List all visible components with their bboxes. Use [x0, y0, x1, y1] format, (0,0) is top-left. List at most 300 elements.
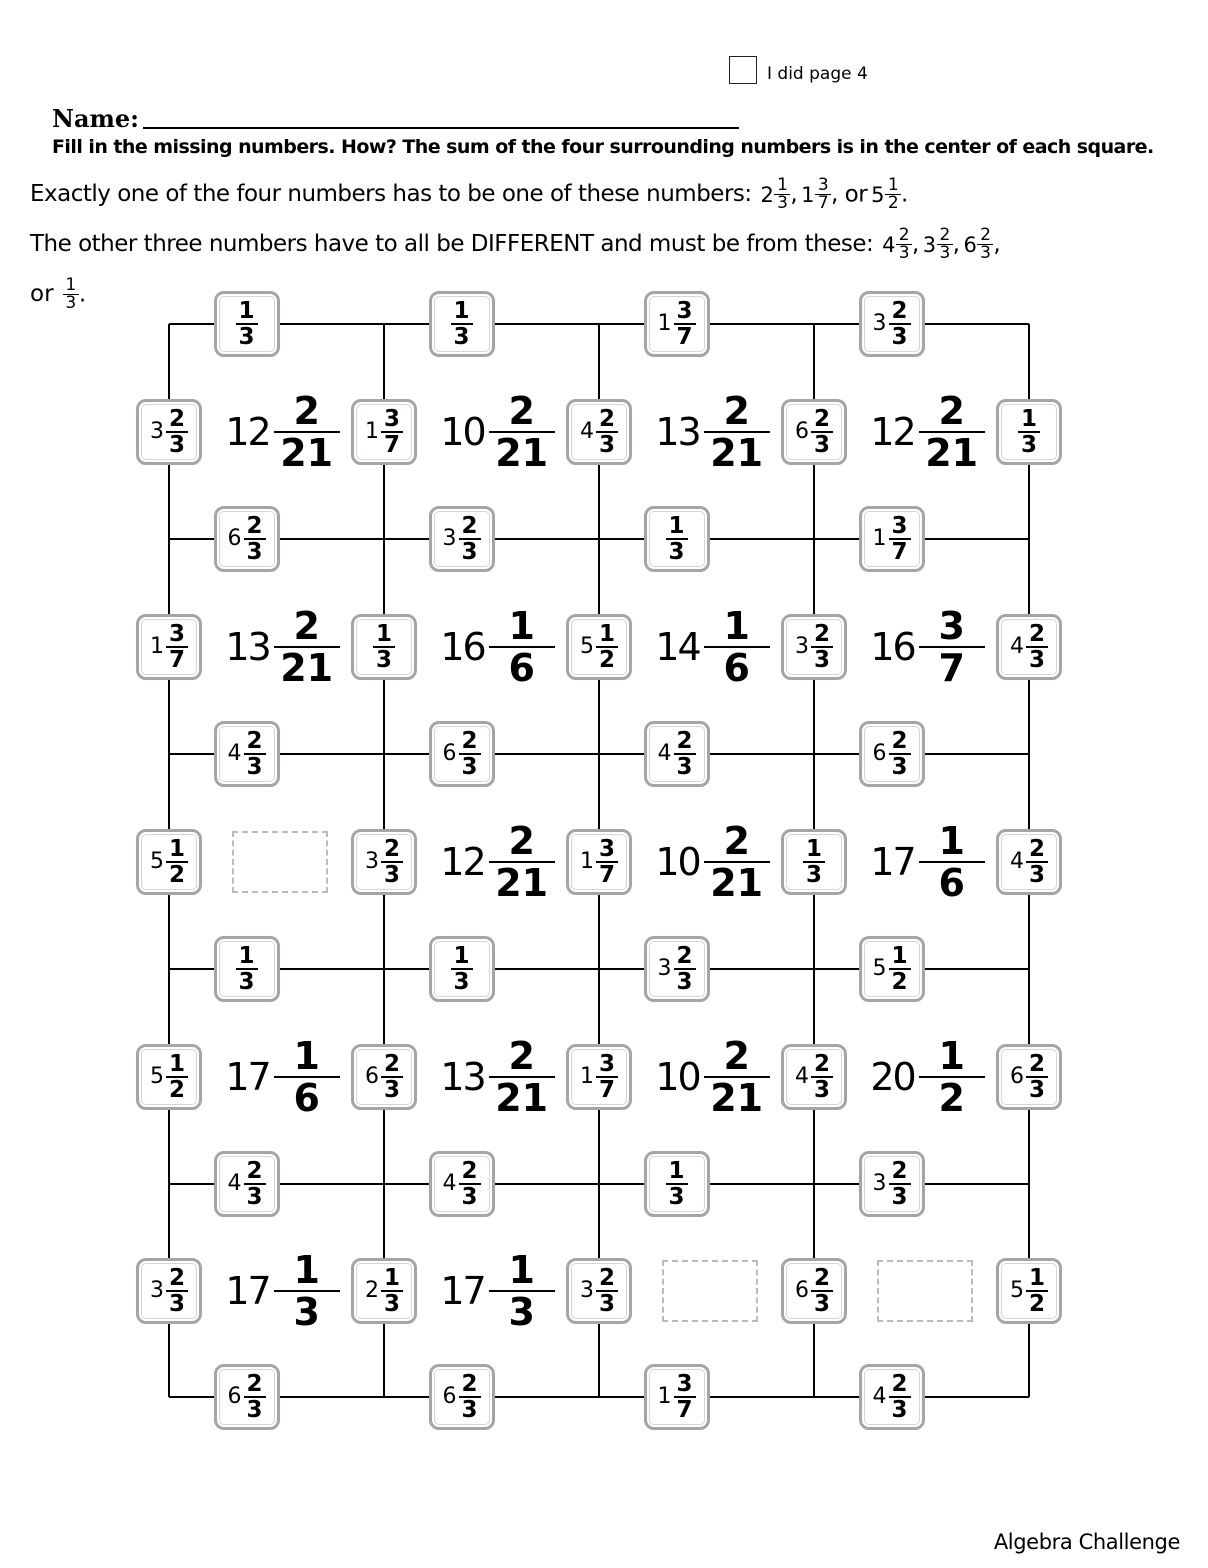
- center-sum-whole: 17: [440, 1268, 485, 1313]
- center-sum-value: [648, 817, 778, 907]
- option-fraction: [885, 177, 901, 212]
- center-sum-value: [648, 1032, 778, 1122]
- center-sum-fraction: [274, 1033, 340, 1120]
- edge-denominator: 3: [668, 1184, 685, 1210]
- option-whole: 6: [963, 232, 977, 257]
- edge-fraction: [811, 407, 833, 457]
- option-numerator: 1: [65, 275, 77, 295]
- edge-denominator: 3: [813, 431, 830, 458]
- edge-value: [451, 944, 473, 994]
- edge-value: [236, 299, 258, 349]
- center-sum-value: [863, 817, 993, 907]
- edge-denominator: 7: [676, 324, 693, 350]
- edge-whole: 4: [1010, 633, 1024, 659]
- center-sum-value: [433, 1032, 563, 1122]
- center-sum-denominator: 6: [508, 645, 535, 690]
- edge-whole: 5: [872, 956, 887, 981]
- edge-value: [873, 1372, 911, 1422]
- edge-denominator: 7: [598, 861, 615, 888]
- edge-denominator: 3: [461, 539, 478, 565]
- center-sum-whole: 12: [870, 409, 915, 454]
- center-sum-denominator: 2: [938, 1075, 965, 1120]
- edge-number-box: [136, 1044, 202, 1110]
- edge-number-box: [136, 829, 202, 895]
- edge-fraction: [889, 299, 911, 349]
- edge-number-box: [859, 291, 925, 357]
- edge-value: [365, 1052, 403, 1102]
- edge-denominator: 2: [598, 646, 615, 673]
- center-sum-value: [648, 602, 778, 692]
- footer-title: Algebra Challenge: [993, 1530, 1180, 1554]
- edge-value: [236, 944, 258, 994]
- edge-numerator: 2: [891, 1371, 908, 1397]
- edge-number-box: [996, 829, 1062, 895]
- center-sum-numerator: 1: [938, 818, 965, 863]
- missing-sum-input[interactable]: [877, 1260, 973, 1322]
- edge-whole: 3: [150, 1277, 164, 1303]
- edge-fraction: [596, 407, 618, 457]
- edge-number-box: [214, 1151, 280, 1217]
- edge-value: [373, 622, 395, 672]
- edge-value: [150, 1052, 188, 1102]
- edge-whole: 1: [580, 1063, 594, 1089]
- rule-line-2: [30, 227, 1002, 262]
- option-fraction: [815, 177, 831, 212]
- edge-denominator: 3: [676, 969, 693, 995]
- edge-number-box: [136, 399, 202, 465]
- edge-whole: 1: [657, 1384, 672, 1409]
- edge-number-box: [781, 399, 847, 465]
- edge-denominator: 3: [375, 646, 392, 673]
- center-sum-whole: 13: [655, 409, 700, 454]
- edge-denominator: 3: [246, 539, 263, 565]
- center-sum-denominator: 6: [723, 645, 750, 690]
- edge-fraction: [451, 944, 473, 994]
- edge-whole: 3: [365, 848, 379, 874]
- edge-number-box: [859, 1364, 925, 1430]
- edge-numerator: 3: [383, 405, 400, 432]
- edge-fraction: [1026, 1266, 1048, 1316]
- center-sum-value: [433, 817, 563, 907]
- rule-line-1-option: [760, 177, 797, 212]
- edge-value: [795, 1052, 833, 1102]
- edge-denominator: 3: [453, 324, 470, 350]
- edge-number-box: [859, 721, 925, 787]
- center-sum-denominator: 21: [925, 430, 979, 475]
- edge-number-box: [566, 399, 632, 465]
- edge-numerator: 2: [598, 1264, 615, 1291]
- option-numerator: 2: [939, 225, 950, 245]
- edge-value: [1010, 1266, 1048, 1316]
- center-sum-numerator: 3: [938, 603, 965, 648]
- edge-whole: 4: [1010, 848, 1024, 874]
- center-sum-value: [648, 387, 778, 477]
- center-sum-fraction: [919, 388, 985, 475]
- edge-value: [580, 1266, 618, 1316]
- edge-value: [1010, 837, 1048, 887]
- edge-fraction: [381, 837, 403, 887]
- edge-numerator: 3: [676, 1371, 693, 1397]
- edge-fraction: [166, 407, 188, 457]
- center-sum-fraction: [274, 388, 340, 475]
- edge-fraction: [381, 1052, 403, 1102]
- edge-value: [658, 729, 696, 779]
- edge-value: [658, 1372, 696, 1422]
- edge-fraction: [1018, 407, 1040, 457]
- rule-line-2-option: [923, 227, 960, 262]
- edge-whole: 4: [657, 741, 672, 766]
- edge-whole: 4: [227, 741, 242, 766]
- center-sum-fraction: [489, 1033, 555, 1120]
- edge-value: [1010, 622, 1048, 672]
- edge-denominator: 3: [246, 1184, 263, 1210]
- edge-number-box: [644, 1364, 710, 1430]
- center-sum-whole: 17: [225, 1054, 270, 1099]
- edge-number-box: [859, 1151, 925, 1217]
- center-sum-whole: 12: [440, 839, 485, 884]
- center-sum-fraction: [704, 388, 770, 475]
- edge-value: [658, 299, 696, 349]
- edge-number-box: [566, 614, 632, 680]
- edge-whole: 1: [657, 311, 672, 336]
- rule-line-3-options: [61, 275, 88, 313]
- edge-numerator: 2: [383, 1050, 400, 1077]
- edge-numerator: 1: [668, 513, 685, 539]
- edge-denominator: 3: [598, 431, 615, 458]
- edge-denominator: 3: [461, 754, 478, 780]
- edge-fraction: [596, 837, 618, 887]
- option-whole: 2: [760, 182, 774, 207]
- edge-number-box: [214, 936, 280, 1002]
- center-sum-numerator: 2: [508, 388, 535, 433]
- edge-denominator: 3: [668, 539, 685, 565]
- center-sum-denominator: 21: [710, 860, 764, 905]
- edge-fraction: [811, 1266, 833, 1316]
- edge-value: [150, 1266, 188, 1316]
- edge-numerator: 2: [891, 298, 908, 324]
- edge-fraction: [244, 1372, 266, 1422]
- edge-number-box: [429, 506, 495, 572]
- edge-denominator: 7: [676, 1397, 693, 1423]
- edge-numerator: 1: [383, 1264, 400, 1291]
- edge-value: [150, 837, 188, 887]
- edge-numerator: 1: [238, 943, 255, 969]
- edge-number-box: [351, 614, 417, 680]
- edge-denominator: 3: [676, 754, 693, 780]
- edge-number-box: [996, 1044, 1062, 1110]
- edge-number-box: [214, 1364, 280, 1430]
- edge-numerator: 2: [1028, 620, 1045, 647]
- checkbox-label: I did page 4: [767, 64, 868, 84]
- edge-value: [228, 514, 266, 564]
- center-sum-denominator: 21: [710, 430, 764, 475]
- center-sum-value: [218, 1032, 348, 1122]
- edge-denominator: 3: [383, 1290, 400, 1317]
- center-sum-whole: 16: [440, 624, 485, 669]
- center-sum-whole: 13: [440, 1054, 485, 1099]
- edge-value: [1010, 1052, 1048, 1102]
- option-numerator: 3: [817, 175, 829, 195]
- edge-numerator: 2: [1028, 835, 1045, 862]
- edge-whole: 6: [227, 526, 242, 551]
- edge-number-box: [996, 614, 1062, 680]
- edge-whole: 6: [227, 1384, 242, 1409]
- edge-whole: 1: [872, 526, 887, 551]
- edge-numerator: 3: [676, 298, 693, 324]
- edge-fraction: [166, 1052, 188, 1102]
- rule-line-3: [30, 277, 88, 312]
- edge-fraction: [596, 1052, 618, 1102]
- center-sum-fraction: [919, 818, 985, 905]
- edge-number-box: [136, 1258, 202, 1324]
- edge-number-box: [351, 399, 417, 465]
- edge-denominator: 3: [813, 1290, 830, 1317]
- edge-denominator: 3: [891, 754, 908, 780]
- rule-line-1-option: [801, 177, 867, 212]
- center-sum-value: [433, 602, 563, 692]
- center-sum-numerator: 2: [293, 603, 320, 648]
- edge-whole: 4: [795, 1063, 809, 1089]
- edge-fraction: [596, 1266, 618, 1316]
- edge-numerator: 3: [891, 513, 908, 539]
- edge-fraction: [459, 729, 481, 779]
- edge-number-box: [859, 936, 925, 1002]
- edge-denominator: 3: [891, 1184, 908, 1210]
- edge-fraction: [803, 837, 825, 887]
- edge-number-box: [429, 1151, 495, 1217]
- center-sum-whole: 16: [870, 624, 915, 669]
- edge-number-box: [351, 829, 417, 895]
- option-whole: 1: [801, 182, 815, 207]
- edge-numerator: 2: [461, 1371, 478, 1397]
- option-denominator: 3: [898, 243, 910, 263]
- option-separator: ,: [952, 231, 960, 258]
- edge-whole: 5: [150, 1063, 164, 1089]
- edge-fraction: [889, 944, 911, 994]
- option-numerator: 2: [898, 225, 910, 245]
- edge-whole: 4: [872, 1384, 887, 1409]
- edge-fraction: [674, 944, 696, 994]
- edge-value: [443, 729, 481, 779]
- edge-fraction: [244, 729, 266, 779]
- edge-denominator: 3: [246, 754, 263, 780]
- center-sum-value: [218, 1246, 348, 1336]
- edge-numerator: 3: [168, 620, 185, 647]
- edge-denominator: 7: [598, 1076, 615, 1103]
- edge-number-box: [781, 1258, 847, 1324]
- option-fraction: [977, 227, 993, 262]
- edge-value: [228, 1372, 266, 1422]
- completion-checkbox[interactable]: [729, 56, 757, 84]
- edge-fraction: [596, 622, 618, 672]
- edge-numerator: 2: [891, 1158, 908, 1184]
- edge-fraction: [459, 1159, 481, 1209]
- center-sum-numerator: 2: [938, 388, 965, 433]
- edge-numerator: 2: [891, 728, 908, 754]
- edge-value: [873, 944, 911, 994]
- edge-value: [873, 729, 911, 779]
- edge-fraction: [166, 837, 188, 887]
- edge-denominator: 3: [813, 646, 830, 673]
- edge-number-box: [429, 721, 495, 787]
- edge-numerator: 2: [813, 405, 830, 432]
- edge-number-box: [996, 399, 1062, 465]
- edge-fraction: [1026, 837, 1048, 887]
- center-sum-numerator: 1: [293, 1033, 320, 1078]
- edge-fraction: [674, 729, 696, 779]
- edge-whole: 5: [1010, 1277, 1024, 1303]
- edge-value: [365, 837, 403, 887]
- edge-value: [365, 1266, 403, 1316]
- edge-denominator: 2: [891, 969, 908, 995]
- edge-whole: 3: [150, 418, 164, 444]
- option-numerator: 1: [777, 175, 788, 195]
- edge-number-box: [429, 936, 495, 1002]
- center-sum-fraction: [704, 603, 770, 690]
- edge-numerator: 1: [891, 943, 908, 969]
- edge-number-box: [214, 506, 280, 572]
- center-sum-value: [433, 1246, 563, 1336]
- center-sum-value: [218, 387, 348, 477]
- edge-denominator: 3: [598, 1290, 615, 1317]
- edge-whole: 6: [795, 1277, 809, 1303]
- edge-whole: 3: [442, 526, 457, 551]
- edge-numerator: 2: [461, 513, 478, 539]
- center-sum-fraction: [919, 1033, 985, 1120]
- center-sum-denominator: 7: [938, 645, 965, 690]
- center-sum-denominator: 21: [495, 860, 549, 905]
- edge-fraction: [666, 1159, 688, 1209]
- center-sum-denominator: 21: [710, 1075, 764, 1120]
- rule-line-2-option: [882, 227, 919, 262]
- edge-numerator: 2: [461, 1158, 478, 1184]
- edge-fraction: [166, 1266, 188, 1316]
- center-sum-numerator: 1: [938, 1033, 965, 1078]
- edge-value: [666, 1159, 688, 1209]
- center-sum-denominator: 21: [280, 645, 334, 690]
- edge-number-box: [136, 614, 202, 680]
- center-sum-fraction: [704, 1033, 770, 1120]
- edge-denominator: 3: [1020, 431, 1037, 458]
- center-sum-numerator: 2: [723, 1033, 750, 1078]
- edge-value: [443, 1372, 481, 1422]
- edge-numerator: 2: [168, 405, 185, 432]
- edge-value: [443, 514, 481, 564]
- edge-number-box: [644, 1151, 710, 1217]
- edge-number-box: [566, 829, 632, 895]
- name-field[interactable]: [143, 127, 739, 129]
- edge-whole: 5: [580, 633, 594, 659]
- rule-line-1-options: [758, 175, 909, 213]
- edge-numerator: 2: [813, 1264, 830, 1291]
- edge-number-box: [351, 1258, 417, 1324]
- edge-value: [795, 407, 833, 457]
- edge-numerator: 1: [453, 298, 470, 324]
- edge-whole: 4: [442, 1171, 457, 1196]
- edge-number-box: [781, 614, 847, 680]
- edge-whole: 3: [795, 633, 809, 659]
- missing-sum-input[interactable]: [232, 831, 328, 893]
- edge-whole: 3: [872, 1171, 887, 1196]
- option-separator: .: [78, 281, 87, 308]
- center-sum-numerator: 2: [723, 818, 750, 863]
- center-sum-whole: 17: [225, 1268, 270, 1313]
- edge-fraction: [244, 1159, 266, 1209]
- edge-whole: 3: [872, 311, 887, 336]
- edge-number-box: [351, 1044, 417, 1110]
- edge-whole: 5: [150, 848, 164, 874]
- option-separator: ,: [993, 231, 1001, 258]
- edge-whole: 6: [1010, 1063, 1024, 1089]
- center-sum-value: [863, 602, 993, 692]
- edge-value: [228, 729, 266, 779]
- edge-number-box: [859, 506, 925, 572]
- edge-value: [365, 407, 403, 457]
- edge-value: [150, 407, 188, 457]
- center-sum-fraction: [489, 1247, 555, 1334]
- option-whole: 3: [922, 232, 936, 257]
- rule-line-3-prefix: or: [30, 281, 54, 307]
- edge-number-box: [644, 291, 710, 357]
- edge-whole: 6: [442, 741, 457, 766]
- edge-whole: 1: [365, 418, 379, 444]
- edge-numerator: 1: [668, 1158, 685, 1184]
- edge-whole: 3: [657, 956, 672, 981]
- edge-fraction: [811, 622, 833, 672]
- edge-numerator: 2: [676, 728, 693, 754]
- option-denominator: 2: [887, 193, 899, 213]
- instruction-text: Fill in the missing numbers. How? The sum of the four surrounding numbers is in the center of each square.: [52, 136, 1154, 158]
- edge-whole: 1: [150, 633, 164, 659]
- edge-value: [873, 514, 911, 564]
- edge-fraction: [381, 407, 403, 457]
- edge-value: [873, 299, 911, 349]
- center-sum-whole: 14: [655, 624, 700, 669]
- rule-line-1-option: [871, 177, 908, 212]
- edge-fraction: [459, 1372, 481, 1422]
- edge-denominator: 3: [168, 1290, 185, 1317]
- edge-numerator: 2: [383, 835, 400, 862]
- option-separator: ,: [911, 231, 919, 258]
- center-sum-numerator: 2: [293, 388, 320, 433]
- rule-line-2-text: The other three numbers have to all be DIFFERENT and must be from these:: [30, 231, 874, 257]
- edge-numerator: 2: [676, 943, 693, 969]
- edge-number-box: [566, 1044, 632, 1110]
- center-sum-denominator: 6: [293, 1075, 320, 1120]
- edge-value: [666, 514, 688, 564]
- rule-line-1: [30, 177, 910, 212]
- edge-denominator: 2: [168, 861, 185, 888]
- edge-denominator: 3: [1028, 1076, 1045, 1103]
- missing-sum-input[interactable]: [662, 1260, 758, 1322]
- edge-denominator: 3: [891, 1397, 908, 1423]
- center-sum-fraction: [489, 603, 555, 690]
- edge-value: [1018, 407, 1040, 457]
- center-sum-fraction: [274, 1247, 340, 1334]
- edge-numerator: 1: [168, 835, 185, 862]
- option-numerator: 2: [980, 225, 991, 245]
- center-sum-denominator: 3: [293, 1289, 320, 1334]
- center-sum-numerator: 1: [508, 603, 535, 648]
- edge-whole: 4: [580, 418, 594, 444]
- edge-fraction: [811, 1052, 833, 1102]
- edge-fraction: [674, 299, 696, 349]
- edge-denominator: 3: [1028, 861, 1045, 888]
- option-denominator: 3: [980, 243, 991, 263]
- center-sum-numerator: 1: [508, 1247, 535, 1292]
- edge-fraction: [674, 1372, 696, 1422]
- option-denominator: 3: [777, 193, 788, 213]
